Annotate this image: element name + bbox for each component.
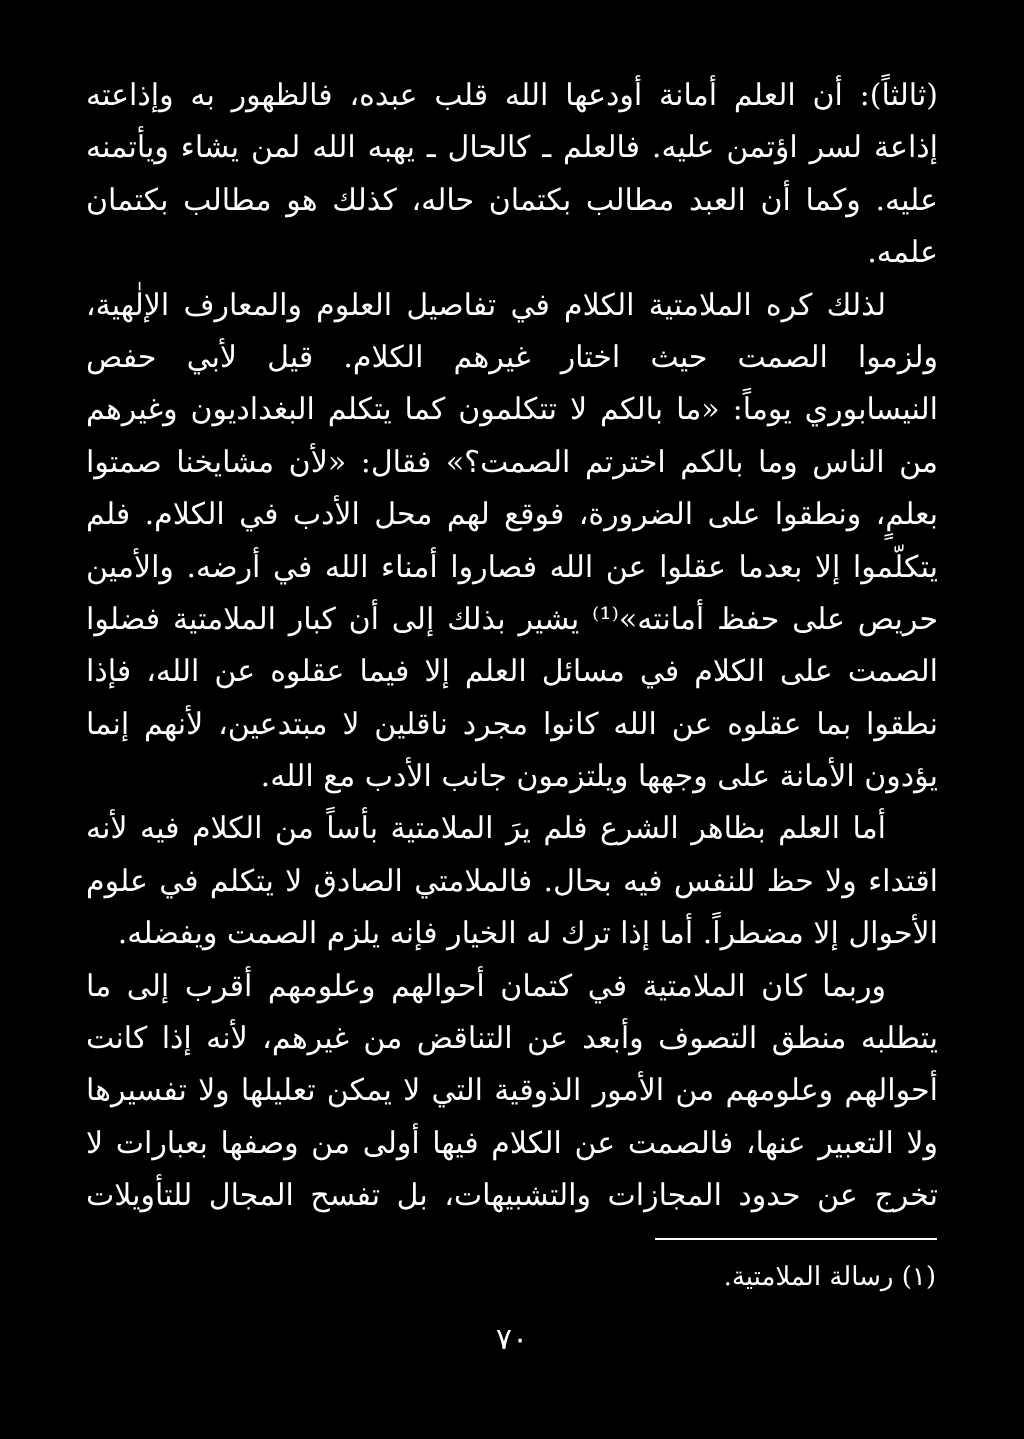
page-number: ٧٠ — [495, 1322, 529, 1357]
body-text — [86, 70, 938, 1223]
text-line: أحوالهم وعلومهم من الأمور الذوقية التي لا يمكن تعليلها ولا تفسيرها — [86, 1073, 938, 1109]
text-line: الأحوال إلا مضطراً. أما إذا ترك له الخيار فإنه يلزم الصمت ويفضله. — [117, 916, 938, 952]
text-line: نطقوا بما عقلوه عن الله كانوا مجرد ناقلين لا مبتدعين، لأنهم إنما — [86, 706, 938, 742]
text-line: حريص على حفظ أمانته»⁽¹⁾ يشير بذلك إلى أن كبار الملامتية فضلوا — [86, 601, 938, 637]
text-line: علمه. — [867, 235, 938, 271]
text-line: بعلمٍ، ونطقوا على الضرورة، فوقع لهم محل الأدب في الكلام. فلم — [86, 497, 938, 533]
text-line: اقتداء ولا حظ للنفس فيه بحال. فالملامتي الصادق لا يتكلم في علوم — [86, 863, 938, 899]
footnote-divider — [655, 1238, 937, 1240]
text-line: يتطلبه منطق التصوف وأبعد عن التناقض من غيرهم، لأنه إذا كانت — [86, 1021, 938, 1057]
text-line: لذلك كره الملامتية الكلام في تفاصيل العلوم والمعارف الإلٰهية، — [86, 287, 886, 323]
footnote: (١) رسالة الملامتية. — [723, 1262, 936, 1292]
text-line: إذاعة لسر اؤتمن عليه. فالعلم ـ كالحال ـ يهبه الله لمن يشاء ويأتمنه — [86, 130, 938, 166]
text-line: النيسابوري يوماً: «ما بالكم لا تتكلمون كما يتكلم البغداديون وغيرهم — [86, 392, 938, 428]
text-line: تخرج عن حدود المجازات والتشبيهات، بل تفسح المجال للتأويلات — [86, 1178, 938, 1214]
text-line: وربما كان الملامتية في كتمان أحوالهم وعلومهم أقرب إلى ما — [86, 968, 886, 1004]
text-line: يتكلّموا إلا بعدما عقلوا عن الله فصاروا أمناء الله في أرضه. والأمين — [86, 549, 938, 585]
text-line: عليه. وكما أن العبد مطالب بكتمان حاله، كذلك هو مطالب بكتمان — [86, 182, 938, 218]
text-line: ولزموا الصمت حيث اختار غيرهم الكلام. قيل لأبي حفص — [86, 339, 938, 375]
text-line: (ثالثاً): أن العلم أمانة أودعها الله قلب عبده، فالظهور به وإذاعته — [86, 78, 938, 113]
text-line: من الناس وما بالكم اخترتم الصمت؟» فقال: «لأن مشايخنا صمتوا — [86, 444, 938, 480]
text-line: أما العلم بظاهر الشرع فلم يرَ الملامتية بأساً من الكلام فيه لأنه — [86, 811, 886, 847]
text-line: الصمت على الكلام في مسائل العلم إلا فيما عقلوه عن الله، فإذا — [86, 654, 938, 690]
text-line: يؤدون الأمانة على وجهها ويلتزمون جانب الأدب مع الله. — [260, 759, 938, 795]
text-line: ولا التعبير عنها، فالصمت عن الكلام فيها أولى من وصفها بعبارات لا — [86, 1125, 938, 1161]
